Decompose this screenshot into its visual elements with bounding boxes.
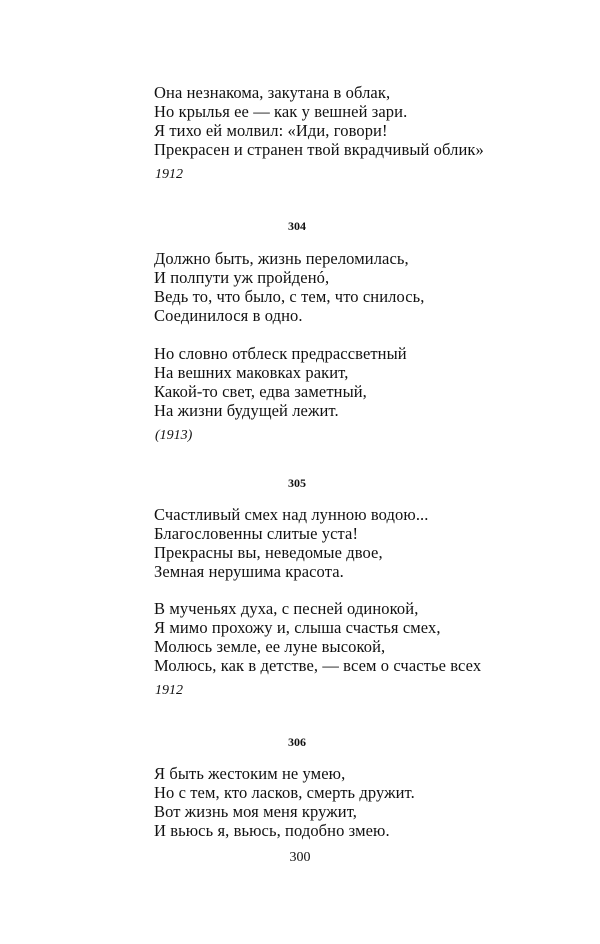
poem-number: 306 [288,735,306,749]
verse-line: Должно быть, жизнь переломилась, [154,249,409,268]
verse-line: Какой-то свет, едва заметный, [154,382,367,401]
poem-date: 1912 [155,167,183,182]
verse-line: Благословенны слитые уста! [154,524,359,543]
verse-line: Соединилося в одно. [154,306,303,325]
poem-number: 305 [288,476,306,490]
poem-date: (1913) [155,428,193,443]
verse-line: Но с тем, кто ласков, смерть дружит. [154,783,415,802]
verse-line: Прекрасны вы, неведомые двое, [154,543,383,562]
verse-line: Прекрасен и странен твой вкрадчивый облик» [154,140,484,159]
verse-line: Счастливый смех над лунною водою... [154,505,429,524]
poem-date: 1912 [155,683,183,698]
verse-line: Я быть жестоким не умею, [154,764,346,783]
verse-line: Ведь то, что было, с тем, что снилось, [154,287,425,306]
poem-number: 304 [288,219,306,233]
verse-line: Она незнакома, закутана в облак, [154,83,391,102]
verse-line: В мученьях духа, с песней одинокой, [154,599,419,618]
verse-line: На вешних маковках ракит, [154,363,349,382]
verse-line: Я тихо ей молвил: «Иди, говори! [154,121,388,140]
verse-line: Но крылья ее — как у вешней зари. [154,102,408,121]
verse-line: Молюсь, как в детстве, — всем о счастье всех [154,656,482,675]
verse-line: Но словно отблеск предрассветный [154,344,407,363]
verse-line: Молюсь земле, ее луне высокой, [154,637,386,656]
verse-line: Вот жизнь моя меня кружит, [154,802,358,821]
verse-line: Земная нерушима красота. [154,562,344,581]
verse-line: И вьюсь я, вьюсь, подобно змею. [154,821,390,840]
verse-line: И полпути уж пройденó, [154,268,330,287]
page-number: 300 [289,850,311,865]
verse-line: Я мимо прохожу и, слыша счастья смех, [154,618,441,637]
verse-line: На жизни будущей лежит. [154,401,339,420]
